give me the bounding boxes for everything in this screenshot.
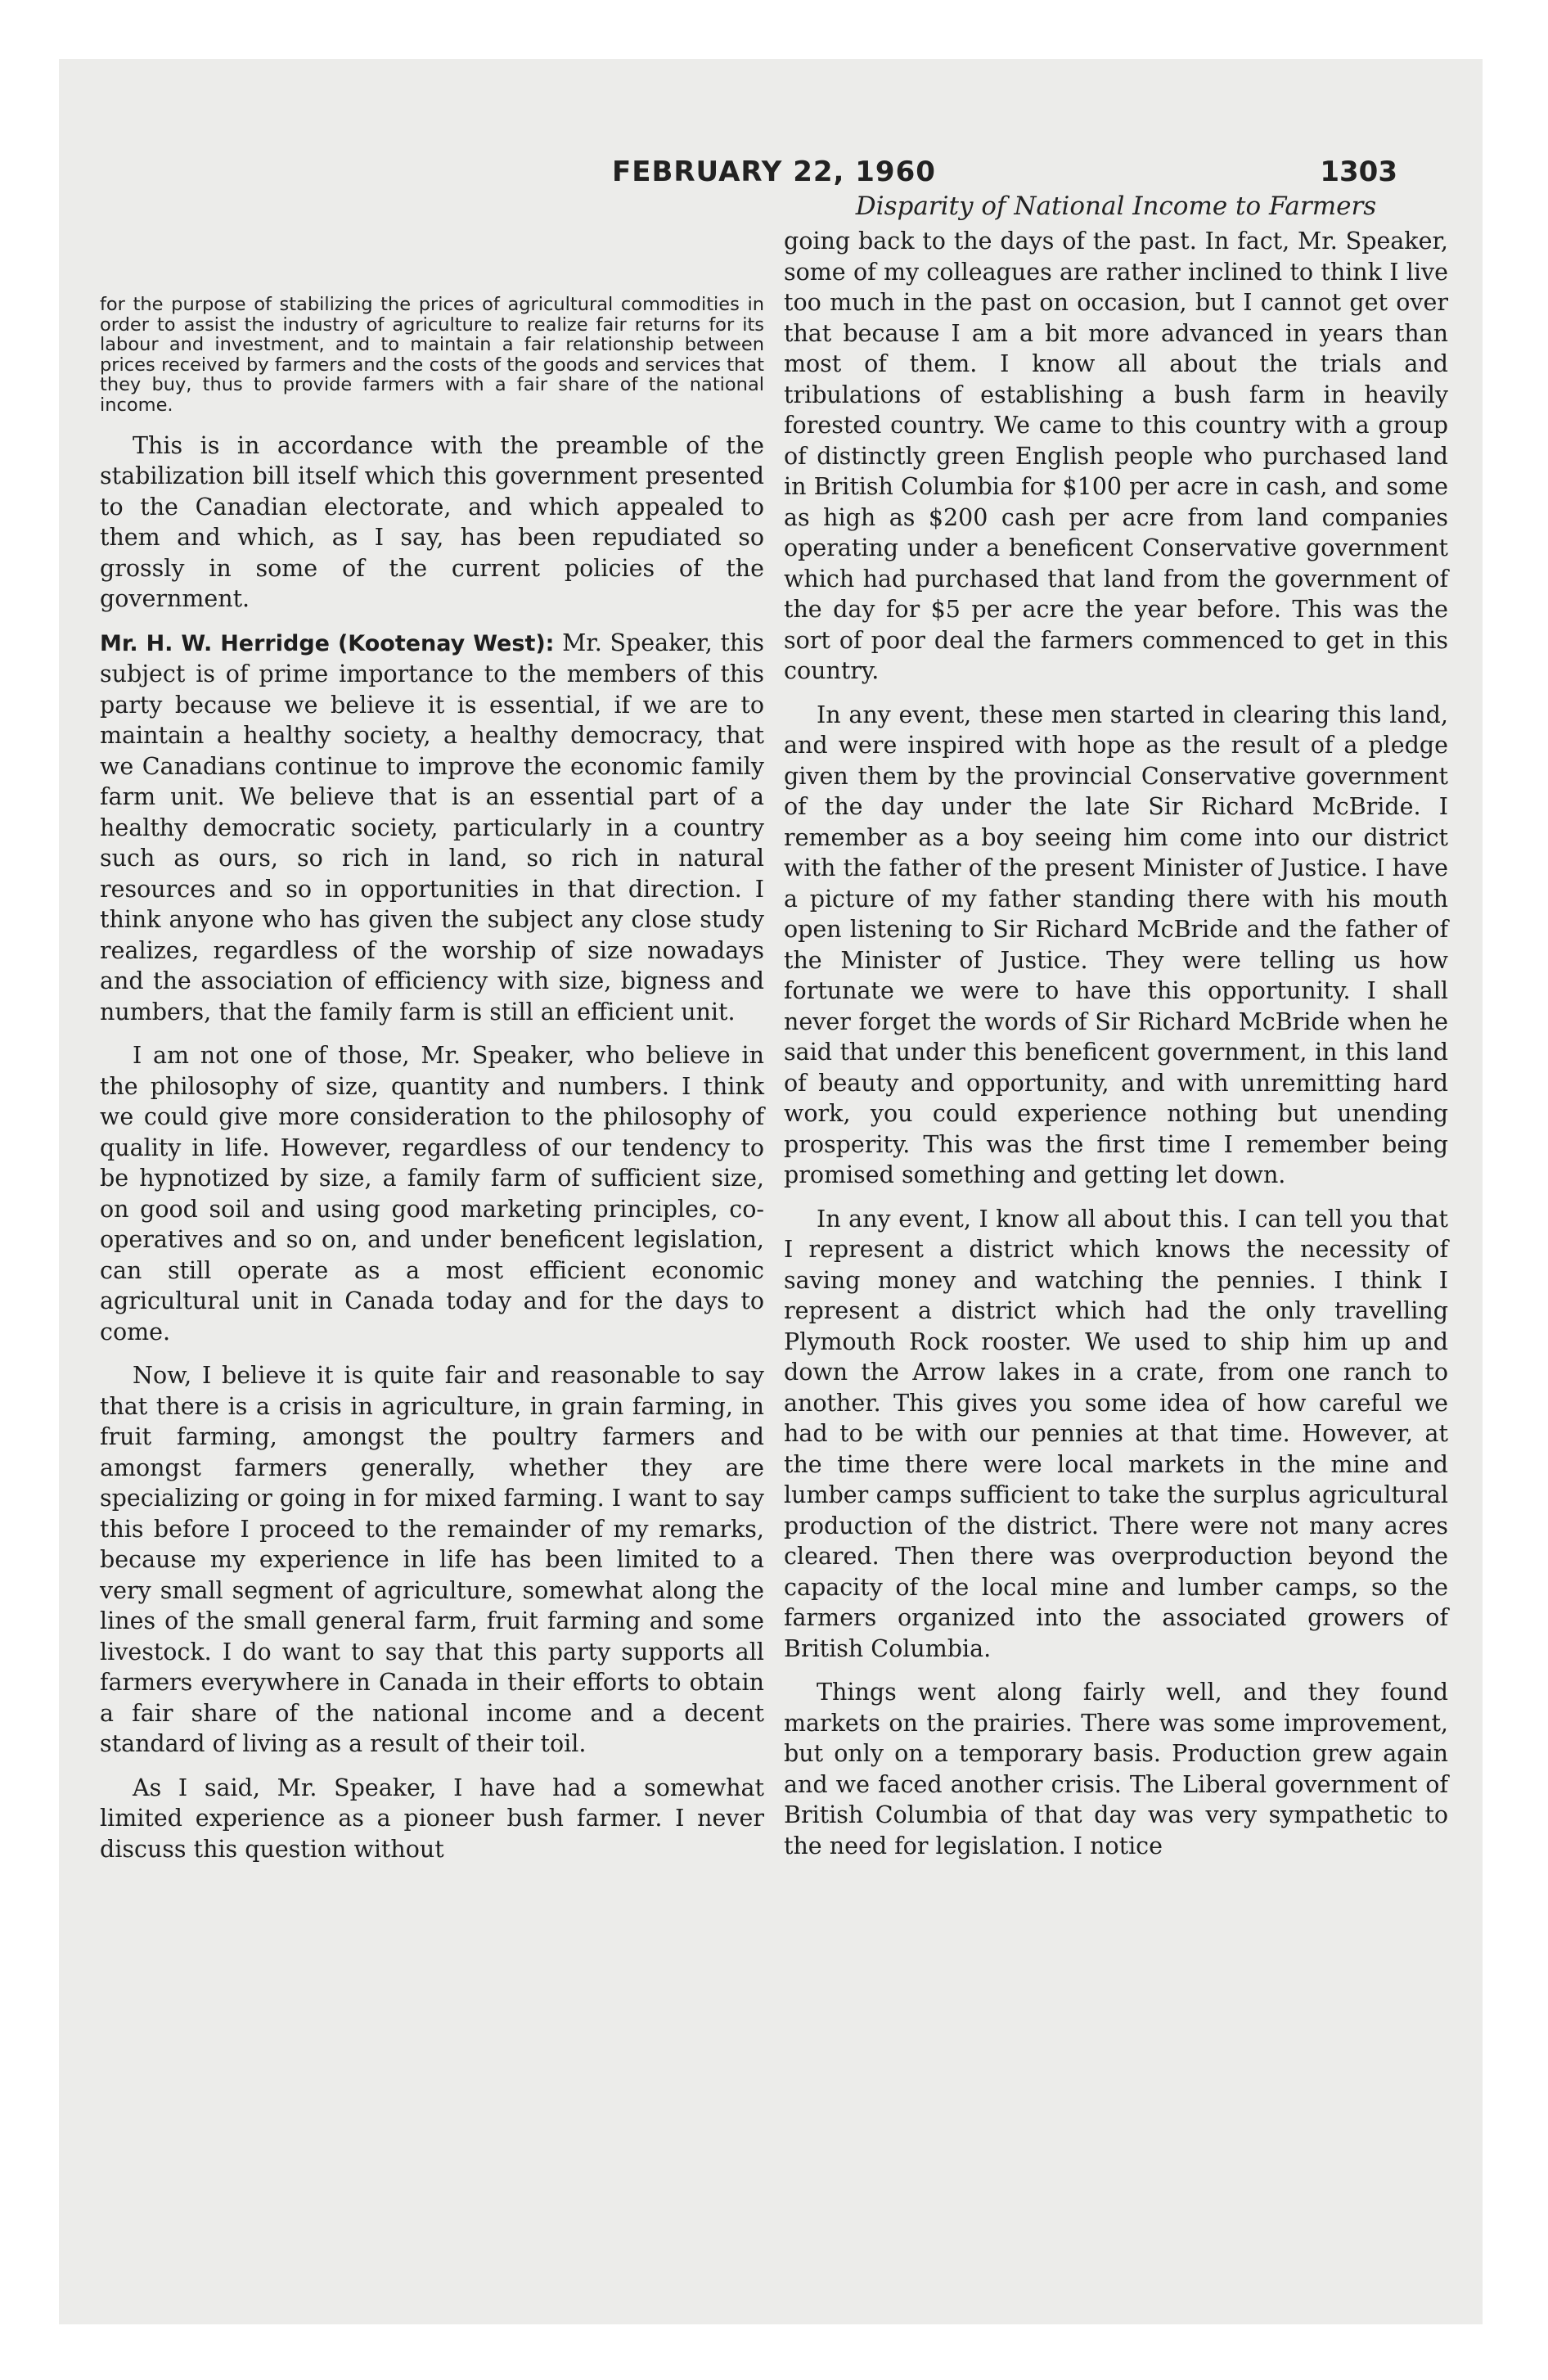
- left-column: [100, 198, 764, 1877]
- speaker-name: Mr. H. W. Herridge (Kootenay West):: [100, 630, 555, 656]
- paragraph: Now, I believe it is quite fair and reasonable to say that there is a crisis in agriculture, in grain farming, in fruit farming, amongst the poultry farmers and amongst farmers generally, whether they are specializing or going in for mixed farming. I want to say this before I proceed to the remainder of my remarks, because my experience in life has been limited to a very small segment of agriculture, somewhat along the lines of the small general farm, fruit farming and some livestock. I do want to say that this party supports all farmers everywhere in Canada in their efforts to obtain a fair share of the national income and a decent standard of living as a result of their toil.: [100, 1362, 764, 1758]
- quoted-passage: for the purpose of stabilizing the prices of agricultural commodities in order to assist the industry of agriculture to realize fair returns for its labour and investment, and to maintain a fair relationship between prices received by farmers and the costs of the goods and services that they buy, thus to provide farmers with a fair share of the national income.: [100, 294, 764, 416]
- paragraph: This is in accordance with the preamble of the stabilization bill itself which this government presented to the Canadian electorate, and which appealed to them and which, as I say, has been repudiated so grossly in some of the current policies of the government.: [100, 431, 764, 613]
- right-column: [784, 190, 1448, 1874]
- page-number: 1303: [1320, 156, 1397, 188]
- speaker-text: Mr. Speaker, this subject is of prime importance to the members of this party because we believe it is essential, if we are to maintain a healthy society, a healthy democracy, that we Canadians continue to improve the economic family farm unit. We believe that is an essential part of a healthy democratic society, particularly in a country such as ours, so rich in land, so rich in natural resources and so in opportunities in that direction. I think anyone who has given the subject any close study realizes, regardless of the worship of size nowadays and the association of efficiency with size, bigness and numbers, that the family farm is still an efficient unit.: [100, 629, 764, 1025]
- paragraph: Things went along fairly well, and they found markets on the prairies. There was some improvement, but only on a temporary basis. Production grew again and we faced another crisis. The Liberal government of British Columbia of that day was very sympathetic to the need for legislation. I notice: [784, 1679, 1448, 1859]
- paragraph: As I said, Mr. Speaker, I have had a somewhat limited experience as a pioneer bush farmer. I never discuss this question without: [100, 1774, 764, 1863]
- paragraph: In any event, these men started in clearing this land, and were inspired with hope as the result of a pledge given them by the provincial Conservative government of the day under the late Sir Richard McBride. I remember as a boy seeing him come into our district with the father of the present Minister of Justice. I have a picture of my father standing there with his mouth open listening to Sir Richard McBride and the father of the Minister of Justice. They were telling us how fortunate we were to have this opportunity. I shall never forget the words of Sir Richard McBride when he said that under this beneficent government, in this land of beauty and opportunity, and with unremitting hard work, you could experience nothing but unending prosperity. This was the first time I remember being promised something and getting let down.: [784, 701, 1448, 1188]
- header-date: FEBRUARY 22, 1960: [612, 156, 936, 188]
- running-title: Disparity of National Income to Farmers: [855, 192, 1377, 221]
- paragraph: going back to the days of the past. In fact, Mr. Speaker, some of my colleagues are rather inclined to think I live too much in the past on occasion, but I cannot get over that because I am a bit more advanced in years than most of them. I know all about the trials and tribulations of establishing a bush farm in heavily forested country. We came to this country with a group of distinctly green English people who purchased land in British Columbia for $100 per acre in cash, and some as high as $200 cash per acre from land companies operating under a beneficent Conservative government which had purchased that land from the government of the day for $5 per acre the year before. This was the sort of poor deal the farmers commenced to get in this country.: [784, 228, 1448, 684]
- paragraph: In any event, I know all about this. I can tell you that I represent a district which knows the necessity of saving money and watching the pennies. I think I represent a district which had the only travelling Plymouth Rock rooster. We used to ship him up and down the Arrow lakes in a crate, from one ranch to another. This gives you some idea of how careful we had to be with our pennies at that time. However, at the time there were local markets in the mine and lumber camps sufficient to take the surplus agricultural production of the district. There were not many acres cleared. Then there was overproduction beyond the capacity of the local mine and lumber camps, so the farmers organized into the associated growers of British Columbia.: [784, 1205, 1448, 1662]
- paragraph: I am not one of those, Mr. Speaker, who believe in the philosophy of size, quantity and numbers. I think we could give more consideration to the philosophy of quality in life. However, regardless of our tendency to be hypnotized by size, a family farm of sufficient size, on good soil and using good marketing principles, co-operatives and so on, and under beneficent legislation, can still operate as a most efficient economic agricultural unit in Canada today and for the days to come.: [100, 1042, 764, 1346]
- scanned-page: [59, 59, 1483, 2324]
- speaker-paragraph: [100, 628, 764, 1028]
